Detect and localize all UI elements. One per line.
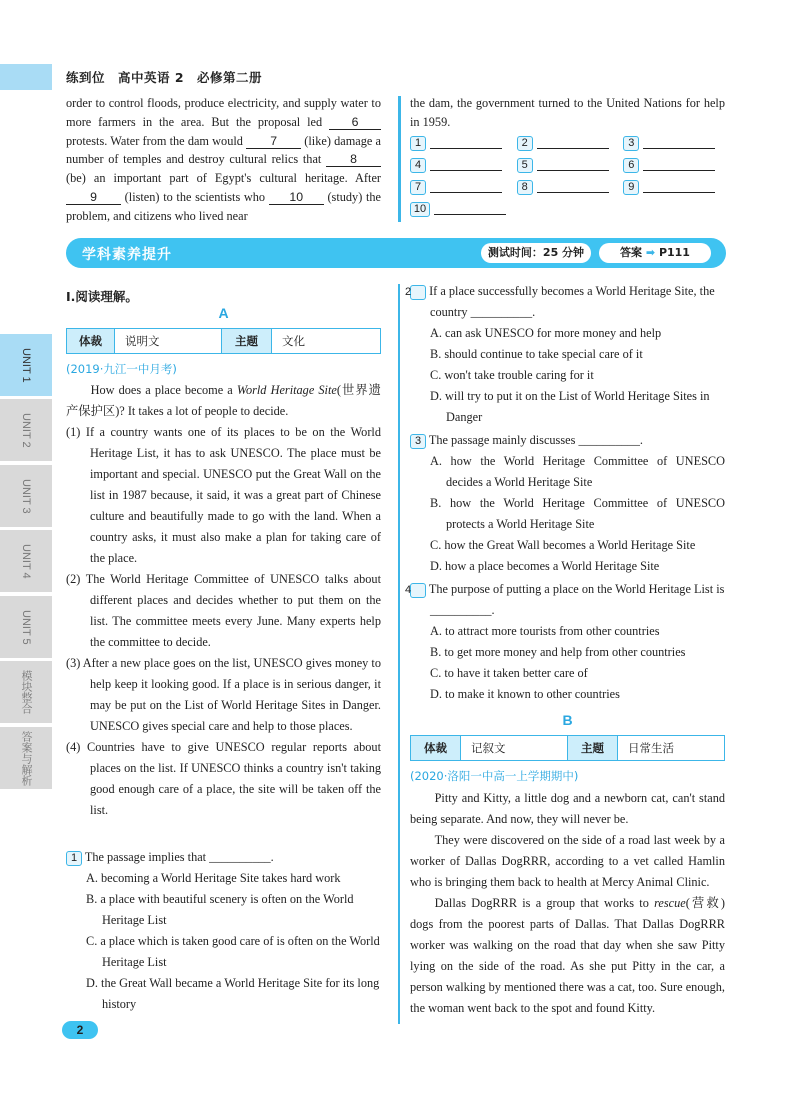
question-1	[66, 847, 381, 1015]
answer-line[interactable]	[430, 159, 502, 171]
genre-value: 记叙文	[461, 736, 568, 761]
answer-number: 4	[410, 158, 426, 173]
side-tab-answers[interactable]	[0, 727, 52, 789]
answer-line[interactable]	[430, 181, 502, 193]
topic-label: 主题	[222, 329, 272, 354]
side-tab-unit-5[interactable]	[0, 596, 52, 658]
answer-line[interactable]	[537, 137, 609, 149]
option[interactable]: A. to attract more tourists from other countries	[430, 624, 660, 638]
top-passage-right: the dam, the government turned to the United Nations for help in 1959.	[410, 96, 725, 129]
passage-b-meta-table	[410, 735, 725, 761]
part-heading: Ⅰ.阅读理解。	[66, 289, 138, 304]
answer-line[interactable]	[537, 181, 609, 193]
blank-8[interactable]: 8	[326, 152, 381, 167]
section-bar	[66, 238, 726, 268]
question-stem: The passage implies that __________.	[84, 850, 274, 864]
tab-label: UNIT 5	[20, 609, 32, 645]
option[interactable]: B. should continue to take special care of it	[430, 347, 643, 361]
paragraph-1: (1) If a country wants one of its places to be on the World Heritage List, it has to ask UNESCO. The place must be important and special. UNESCO put the Great Wall on the list in 1987 because, it said, it was a great part of Chinese culture and beautifully made to go with the land. When a country asks, it must also make a plan for taking care of the place.	[66, 425, 381, 565]
arrow-right-icon: ➡	[645, 246, 656, 259]
answer-number: 5	[517, 158, 533, 173]
top-passage-left	[66, 94, 381, 226]
tab-label: UNIT 1	[20, 347, 32, 383]
genre-value: 说明文	[115, 329, 222, 354]
answer-number: 1	[410, 136, 426, 151]
answer-page: P111	[658, 246, 690, 259]
side-tab-unit-2[interactable]	[0, 399, 52, 461]
tab-label: UNIT 2	[20, 412, 32, 448]
book-title: 练到位 高中英语 2 必修第二册	[66, 70, 263, 85]
test-time-badge: 测试时间：25 分钟	[481, 243, 591, 263]
answer-line[interactable]	[643, 159, 715, 171]
option[interactable]: D. to make it known to other countries	[430, 687, 620, 701]
text-emphasis: rescue	[654, 896, 686, 910]
genre-label: 体裁	[411, 736, 461, 761]
question-stem: The passage mainly discusses __________.	[428, 433, 643, 447]
text: (study) the problem, and citizens who lived near	[66, 189, 381, 223]
blank-9[interactable]: 9	[66, 190, 121, 205]
option[interactable]: B. a place with beautiful scenery is often on the World Heritage List	[86, 892, 354, 927]
option[interactable]: A. can ask UNESCO for more money and help	[430, 326, 662, 340]
answer-number: 7	[410, 180, 426, 195]
answer-number: 8	[517, 180, 533, 195]
paragraph	[410, 893, 725, 1019]
question-number: 4	[410, 583, 426, 598]
question-number: 3	[410, 434, 426, 449]
answer-line[interactable]	[643, 137, 715, 149]
text-emphasis: World Heritage Site	[236, 383, 337, 397]
side-tab-module[interactable]	[0, 661, 52, 723]
tab-label: 模块整合	[20, 670, 32, 714]
passage-b-letter: B	[562, 712, 573, 728]
text: (listen) to the scientists who	[121, 189, 269, 204]
genre-label: 体裁	[67, 329, 115, 354]
option[interactable]: C. how the Great Wall becomes a World Heritage Site	[430, 538, 696, 552]
text: (be) an important part of Egypt's cultural heritage. After	[66, 171, 381, 186]
option[interactable]: A. how the World Heritage Committee of UNESCO decides a World Heritage Site	[430, 454, 725, 489]
answer-line[interactable]	[537, 159, 609, 171]
text: Dallas DogRRR is a group that works to	[434, 896, 655, 910]
question-number: 2	[410, 285, 426, 300]
questions-2-4	[404, 281, 725, 705]
question-stem: The purpose of putting a place on the World Heritage List is __________.	[428, 582, 725, 617]
blank-10[interactable]: 10	[269, 190, 324, 205]
column-divider	[398, 96, 401, 222]
text: (世界遗产保护区)? It takes a lot of people to decide.	[66, 383, 381, 418]
passage-a-letter: A	[218, 305, 229, 321]
tab-label: UNIT 3	[20, 478, 32, 514]
topic-value: 文化	[272, 329, 381, 354]
column-divider	[398, 284, 400, 1024]
answer-grid	[410, 132, 730, 220]
blank-7[interactable]: 7	[246, 134, 301, 149]
answer-number: 10	[410, 202, 430, 217]
paragraph: They were discovered on the side of a road last week by a worker of Dallas DogRRR, according to a vet called Hamlin who is bringing them back to health at Mercy Animal Clinic.	[410, 833, 725, 889]
passage-b-body	[410, 788, 725, 1019]
text: How does a place become a	[90, 383, 237, 397]
topic-value: 日常生活	[618, 736, 725, 761]
paragraph-4: (4) Countries have to give UNESCO regular reports about places on the list. If UNESCO thinks a country isn't taking good enough care of a place, the site will be taken off the list.	[66, 740, 381, 817]
passage-a-source: (2019·九江一中月考)	[66, 362, 177, 376]
answer-page-badge[interactable]	[599, 243, 711, 263]
side-tab-unit-3[interactable]	[0, 465, 52, 527]
answer-line[interactable]	[434, 203, 506, 215]
header-color-block	[0, 64, 52, 90]
topic-label: 主题	[568, 736, 618, 761]
passage-b-source: (2020·洛阳一中高一上学期期中)	[410, 769, 579, 783]
answer-number: 2	[517, 136, 533, 151]
passage-a-body	[66, 380, 381, 821]
text: order to control floods, produce electricity, and supply water to more farmers in the area. But the proposal led	[66, 96, 381, 129]
text: (like) damage a number of temples and destroy cultural relics that	[66, 133, 381, 167]
option[interactable]: B. how the World Heritage Committee of UNESCO protects a World Heritage Site	[430, 496, 725, 531]
answer-number: 9	[623, 180, 639, 195]
tab-label: 答案与解析	[20, 730, 32, 786]
answer-label: 答案	[620, 246, 643, 259]
page-number: 2	[62, 1021, 98, 1039]
option[interactable]: C. to have it taken better care of	[430, 666, 588, 680]
answer-line[interactable]	[430, 137, 502, 149]
question-number: 1	[66, 851, 82, 866]
answer-number: 3	[623, 136, 639, 151]
option[interactable]: C. won't take trouble caring for it	[430, 368, 594, 382]
question-stem: If a place successfully becomes a World Heritage Site, the country __________.	[429, 284, 715, 319]
answer-number: 6	[623, 158, 639, 173]
section-title: 学科素养提升	[82, 247, 172, 263]
side-tab-unit-1[interactable]	[0, 334, 52, 396]
blank-6[interactable]: 6	[329, 115, 381, 130]
option[interactable]: A. becoming a World Heritage Site takes hard work	[86, 871, 341, 885]
paragraph-3: (3) After a new place goes on the list, UNESCO gives money to help keep it looking good. If a place is in serious danger, it may be put on the List of World Heritage Sites in Danger. UNESCO gives special care and help to those places.	[66, 656, 381, 733]
option[interactable]: D. how a place becomes a World Heritage Site	[430, 559, 660, 573]
option[interactable]: C. a place which is taken good care of is often on the World Heritage List	[86, 934, 380, 969]
paragraph-2: (2) The World Heritage Committee of UNESCO talks about different places and decides whether to put them on the list. The committee meets every June. Many experts help the committee to decide.	[66, 572, 381, 649]
option[interactable]: D. the Great Wall became a World Heritage Site for its long history	[86, 976, 380, 1011]
side-tab-unit-4[interactable]	[0, 530, 52, 592]
intro-paragraph	[66, 380, 381, 422]
answer-line[interactable]	[643, 181, 715, 193]
tab-label: UNIT 4	[20, 543, 32, 579]
text: protests. Water from the dam would	[66, 133, 247, 148]
text: (营救) dogs from the poorest parts of Dallas. That Dallas DogRRR worker was walking on the road that day when she saw Pitty lying on the side of the road. As she put Pitty in the car, a person walking by mentioned there was a cat, too. Sure enough, the woman went back to the spot and found Kitty.	[410, 896, 725, 1015]
passage-a-meta-table	[66, 328, 381, 354]
paragraph: Pitty and Kitty, a little dog and a newborn cat, can't stand being separate. And now, they will never be.	[410, 791, 725, 826]
option[interactable]: D. will try to put it on the List of World Heritage Sites in Danger	[430, 389, 710, 424]
option[interactable]: B. to get more money and help from other countries	[430, 645, 686, 659]
